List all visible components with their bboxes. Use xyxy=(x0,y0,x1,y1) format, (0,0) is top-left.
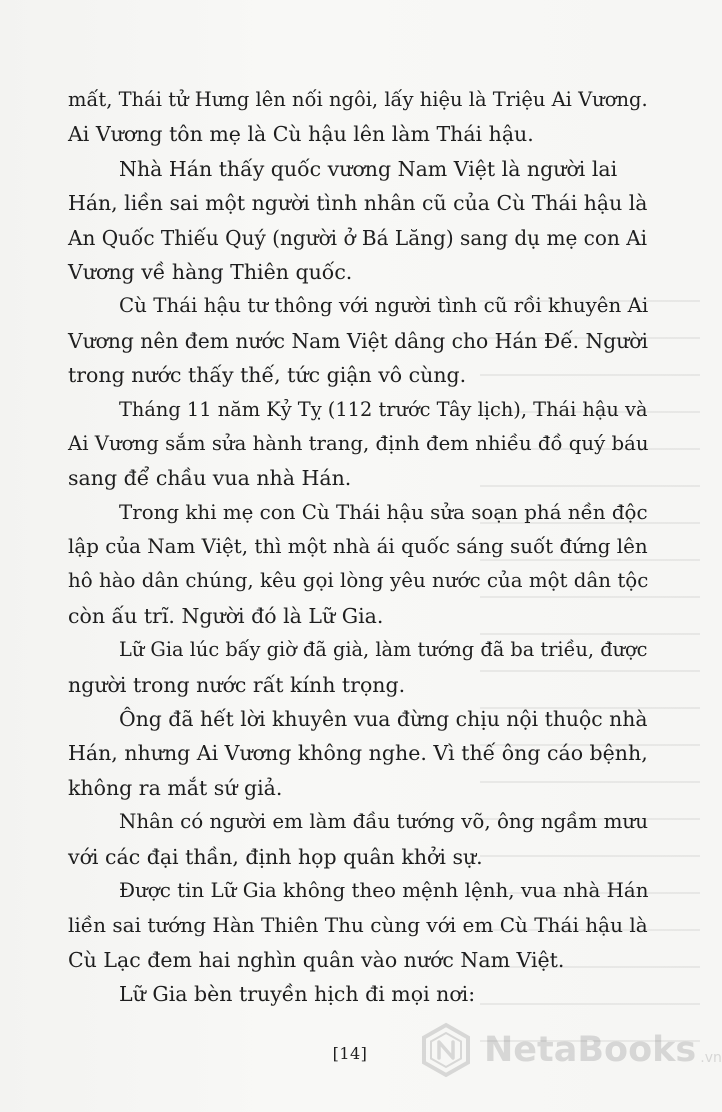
paragraph-start: Được tin Lữ Gia không theo mệnh lệnh, vua nhà Hán xyxy=(119,878,649,902)
text-line: Ai Vương sắm sửa hành trang, định đem nhiều đồ quý báu xyxy=(68,431,649,455)
page-number: [14] xyxy=(332,1044,368,1063)
netabooks-watermark xyxy=(418,1018,722,1082)
text-line: liền sai tướng Hàn Thiên Thu cùng với em Cù Thái hậu là xyxy=(68,913,648,938)
text-line: Hán, liền sai một người tình nhân cũ của Cù Thái hậu là xyxy=(68,191,648,216)
paragraph-start: Cù Thái hậu tư thông với người tình cũ rồi khuyên Ai xyxy=(119,294,649,318)
body-text xyxy=(68,83,648,1012)
text-line: còn ấu trĩ. Người đó là Lữ Gia. xyxy=(68,603,384,628)
text-line: không ra mắt sứ giả. xyxy=(68,775,283,800)
text-line: Vương về hàng Thiên quốc. xyxy=(68,259,353,284)
text-line: lập của Nam Việt, thì một nhà ái quốc sáng suốt đứng lên xyxy=(68,535,648,559)
paragraph-start: Lữ Gia bèn truyền hịch đi mọi nơi: xyxy=(119,982,476,1007)
text-line: An Quốc Thiếu Quý (người ở Bá Lăng) sang dụ mẹ con Ai xyxy=(68,225,648,250)
text-line: Ai Vương tôn mẹ là Cù hậu lên làm Thái hậu. xyxy=(68,122,534,147)
paragraph-start: Tháng 11 năm Kỷ Tỵ (112 trước Tây lịch), Thái hậu và xyxy=(119,397,648,421)
text-line: Cù Lạc đem hai nghìn quân vào nước Nam Việt. xyxy=(68,947,565,972)
watermark-suffix: .vn xyxy=(700,1050,722,1066)
text-line: hô hào dân chúng, kêu gọi lòng yêu nước của một dân tộc xyxy=(68,569,649,593)
paragraph-start: Nhà Hán thấy quốc vương Nam Việt là người lai xyxy=(119,156,618,181)
paragraph-start: Trong khi mẹ con Cù Thái hậu sửa soạn phá nền độc xyxy=(119,500,648,524)
text-line: trong nước thấy thế, tức giận vô cùng. xyxy=(68,363,467,388)
text-line: sang để chầu vua nhà Hán. xyxy=(68,466,352,491)
paragraph-start: Nhân có người em làm đầu tướng võ, ông ngầm mưu xyxy=(119,810,648,834)
paragraph-start: Ông đã hết lời khuyên vua đừng chịu nội thuộc nhà xyxy=(119,707,648,732)
text-line: Hán, nhưng Ai Vương không nghe. Vì thế ông cáo bệnh, xyxy=(68,741,648,766)
text-line: người trong nước rất kính trọng. xyxy=(68,672,406,697)
text-line: Vương nên đem nước Nam Việt dâng cho Hán Đế. Người xyxy=(68,328,648,353)
netabooks-logo-icon xyxy=(418,1022,474,1078)
text-line: mất, Thái tử Hưng lên nối ngôi, lấy hiệu là Triệu Ai Vương. xyxy=(68,88,648,111)
text-line: với các đại thần, định họp quân khởi sự. xyxy=(68,844,483,869)
paragraph-start: Lữ Gia lúc bấy giờ đã già, làm tướng đã ba triều, được xyxy=(119,638,648,662)
watermark-brand: NetaBooks xyxy=(484,1030,697,1070)
